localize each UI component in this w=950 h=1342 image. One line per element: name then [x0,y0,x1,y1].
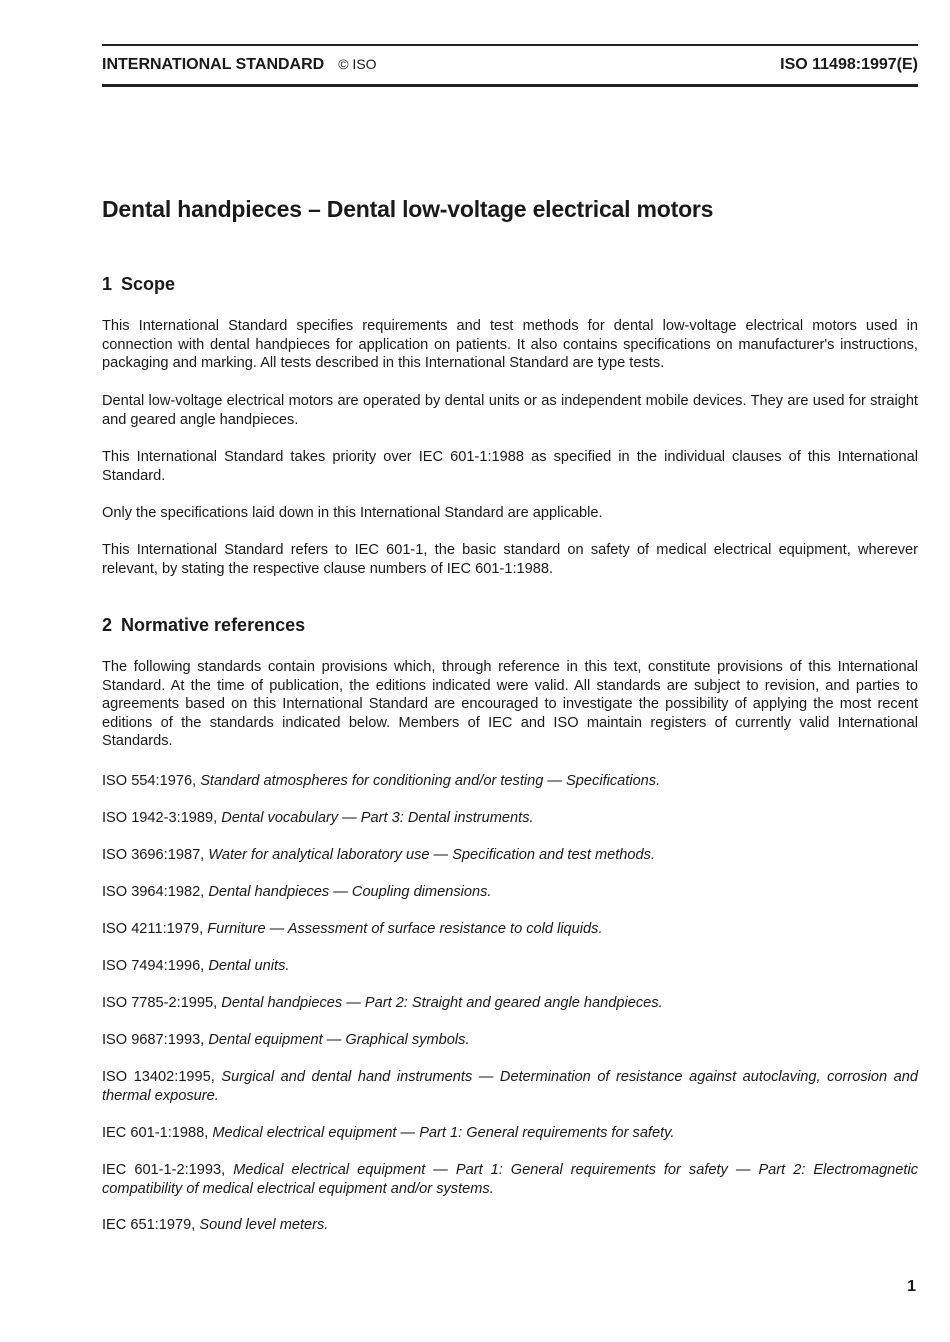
section-1-number: 1 [102,274,113,294]
running-header [102,56,918,76]
scope-paragraph-5: This International Standard refers to IEC 601-1, the basic standard on safety of medical electrical equipment, wherever relevant, by stating the respective clause numbers of IEC 601-1:1988. [102,542,918,577]
section-1-heading [102,274,175,295]
reference-item: IEC 601-1:1988, Medical electrical equipment — Part 1: General requirements for safety. [102,1125,675,1141]
reference-item: IEC 651:1979, Sound level meters. [102,1217,329,1233]
reference-item: ISO 3696:1987, Water for analytical laboratory use — Specification and test methods. [102,847,655,863]
scope-paragraph-2: Dental low-voltage electrical motors are operated by dental units or as independent mobile devices. They are used for straight and geared angle handpieces. [102,393,918,428]
section-2-title: Normative references [121,615,306,635]
header-copyright: © ISO [338,56,377,72]
header-top-rule [102,44,918,46]
reference-item: ISO 7494:1996, Dental units. [102,958,290,974]
reference-item: IEC 601-1-2:1993, Medical electrical equipment — Part 1: General requirements for safety — Part 2: Electromagnetic compatibility of medical electrical equipment and/or systems. [102,1162,919,1197]
references-intro: The following standards contain provisions which, through reference in this text, constitute provisions of this International Standard. At the time of publication, the editions indicated were valid. All standards are subject to revision, and parties to agreements based on this International Standard are encouraged to investigate the possibility of applying the most recent editions of the standards indicated below. Members of IEC and ISO maintain registers of currently valid International Standards. [102,659,918,749]
header-standard-number: ISO 11498:1997(E) [780,56,918,73]
section-1-title: Scope [121,274,176,294]
reference-item: ISO 1942-3:1989, Dental vocabulary — Part 3: Dental instruments. [102,810,534,826]
header-bottom-rule [102,84,918,87]
page-number: 1 [907,1278,916,1295]
document-title: Dental handpieces – Dental low-voltage electrical motors [102,196,714,222]
reference-item: ISO 3964:1982, Dental handpieces — Coupling dimensions. [102,884,492,900]
scope-paragraph-4: Only the specifications laid down in this International Standard are applicable. [102,505,603,521]
header-left [102,56,377,74]
document-page [102,0,918,1342]
section-2-number: 2 [102,615,113,635]
header-standard-type: INTERNATIONAL STANDARD [102,56,325,73]
scope-paragraph-3: This International Standard takes priority over IEC 601-1:1988 as specified in the individual clauses of this International Standard. [102,449,918,484]
scope-paragraph-1: This International Standard specifies requirements and test methods for dental low-voltage electrical motors used in connection with dental handpieces for application on patients. It also contains specifications on manufacturer's instructions, packaging and marking. All tests described in this International Standard are type tests. [102,318,918,371]
reference-item: ISO 554:1976, Standard atmospheres for conditioning and/or testing — Specifications. [102,773,661,789]
reference-item: ISO 9687:1993, Dental equipment — Graphical symbols. [102,1032,470,1048]
reference-item: ISO 7785-2:1995, Dental handpieces — Part 2: Straight and geared angle handpieces. [102,995,663,1011]
reference-item: ISO 13402:1995, Surgical and dental hand instruments — Determination of resistance against autoclaving, corrosion and thermal exposure. [102,1069,918,1104]
section-2-heading [102,615,305,636]
reference-item: ISO 4211:1979, Furniture — Assessment of surface resistance to cold liquids. [102,921,603,937]
